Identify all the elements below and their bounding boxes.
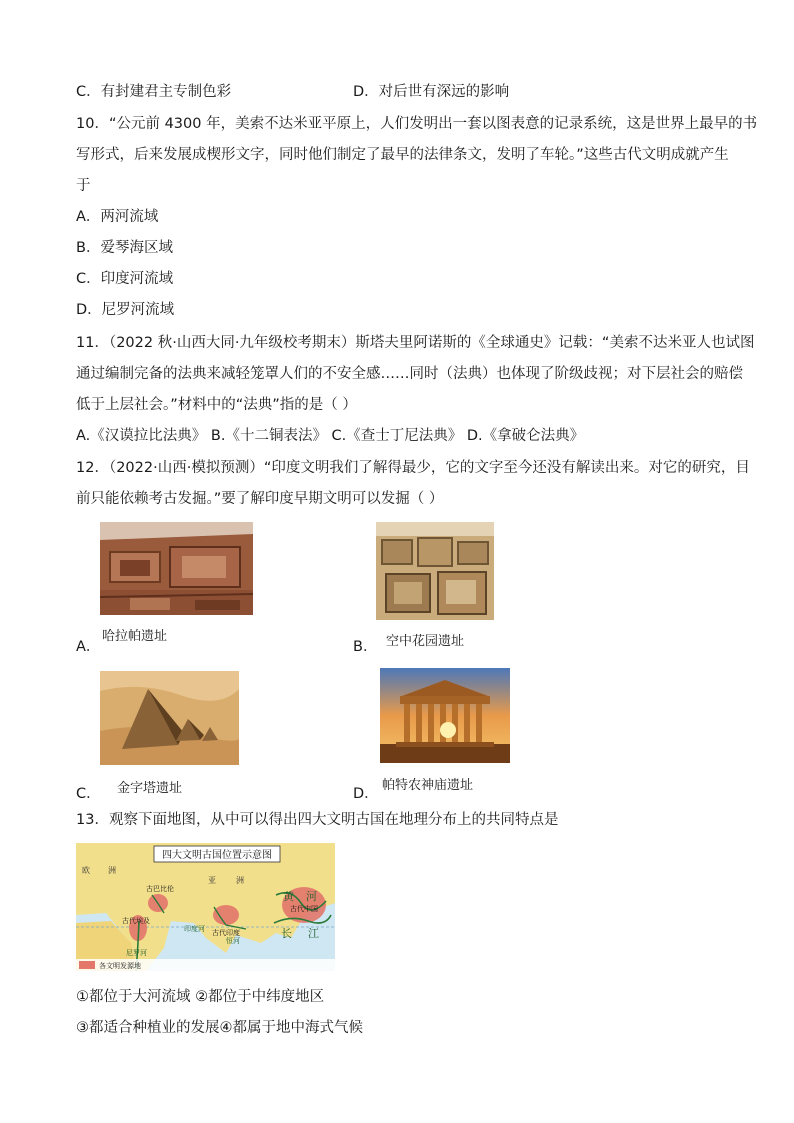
map-legend-label: 各文明发源地: [99, 962, 141, 970]
map-title: 四大文明古国位置示意图: [162, 850, 272, 861]
q12-option-a-letter: A．: [76, 639, 101, 655]
q13-statements-2: ③都适合种植业的发展④都属于地中海式气候: [76, 1020, 363, 1036]
map-label-ganges: 恒河: [226, 937, 240, 945]
q9-option-d: D．对后世有深远的影响: [353, 84, 510, 100]
q11-stem-line1: 11．（2022 秋·山西大同·九年级校考期末）斯塔夫里阿诺斯的《全球通史》记载：“美索不达米亚人也试图: [76, 335, 755, 351]
map-label-ancient-china: 古代中国: [290, 905, 318, 913]
q12-stem-line1: 12．（2022·山西·模拟预测）“印度文明我们了解得最少，它的文字至今还没有解读出来。对它的研究，目: [76, 460, 750, 476]
map-label-nile: 尼罗河: [126, 949, 147, 957]
harappa-ruins-photo: [100, 522, 253, 615]
pyramids-photo: [100, 671, 239, 765]
q10-stem-line2: 写形式，后来发展成楔形文字，同时他们制定了最早的法律条文，发明了车轮。”这些古代文明成就产生: [76, 147, 729, 163]
map-label-indus: 印度河: [184, 925, 205, 933]
q10-option-a: A．两河流域: [76, 209, 159, 225]
parthenon-photo: [380, 668, 510, 763]
hanging-gardens-ruins-photo: [376, 522, 494, 620]
q12-option-b-letter: B．: [353, 639, 378, 655]
q11-options: A.《汉谟拉比法典》 B.《十二铜表法》 C.《查士丁尼法典》 D.《拿破仑法典》: [76, 428, 585, 444]
q12-option-c-caption: 金字塔遗址: [117, 781, 183, 796]
q11-stem-line3: 低于上层社会。”材料中的“法典”指的是（ ）: [76, 397, 357, 413]
map-label-asia-2: 洲: [236, 876, 244, 885]
q9-option-c: C．有封建君主专制色彩: [76, 84, 232, 100]
map-label-babylon: 古巴比伦: [146, 885, 174, 893]
q10-option-d: D．尼罗河流域: [76, 302, 175, 318]
four-civilizations-map: [76, 843, 335, 971]
map-label-asia-1: 亚: [208, 876, 216, 885]
q12-stem-line2: 前只能依赖考古发掘。”要了解印度早期文明可以发掘（ ）: [76, 491, 444, 507]
map-label-egypt: 古代埃及: [122, 917, 150, 925]
q12-option-d-letter: D．: [353, 786, 379, 802]
q12-option-d-caption: 帕特农神庙遗址: [382, 778, 474, 793]
map-label-yellow-2: 河: [306, 890, 317, 903]
map-label-europe-1: 欧: [82, 866, 90, 875]
q10-stem-line3: 于: [76, 178, 91, 194]
map-label-yellow-1: 黄: [283, 890, 294, 903]
q12-option-c-letter: C．: [76, 786, 101, 802]
map-label-ancient-india: 古代印度: [212, 929, 240, 937]
q10-option-c: C．印度河流域: [76, 271, 174, 287]
q10-stem-line1: 10．“公元前 4300 年，美索不达米亚平原上，人们发明出一套以图表意的记录系统，这是世界上最早的书: [76, 116, 758, 132]
q10-option-b: B．爱琴海区域: [76, 240, 173, 256]
q13-stem: 13．观察下面地图，从中可以得出四大文明古国在地理分布上的共同特点是: [76, 812, 559, 828]
map-label-europe-2: 洲: [108, 866, 116, 875]
q12-option-a-caption: 哈拉帕遗址: [102, 629, 168, 644]
q11-stem-line2: 通过编制完备的法典来减轻笼罩人们的不安全感……同时（法典）也体现了阶级歧视；对下层社会的赔偿: [76, 366, 743, 382]
map-label-yangtze-1: 长: [281, 927, 292, 940]
map-label-yangtze-2: 江: [308, 927, 319, 940]
q12-option-b-caption: 空中花园遗址: [386, 634, 465, 649]
q13-statements-1: ①都位于大河流域 ②都位于中纬度地区: [76, 989, 325, 1005]
